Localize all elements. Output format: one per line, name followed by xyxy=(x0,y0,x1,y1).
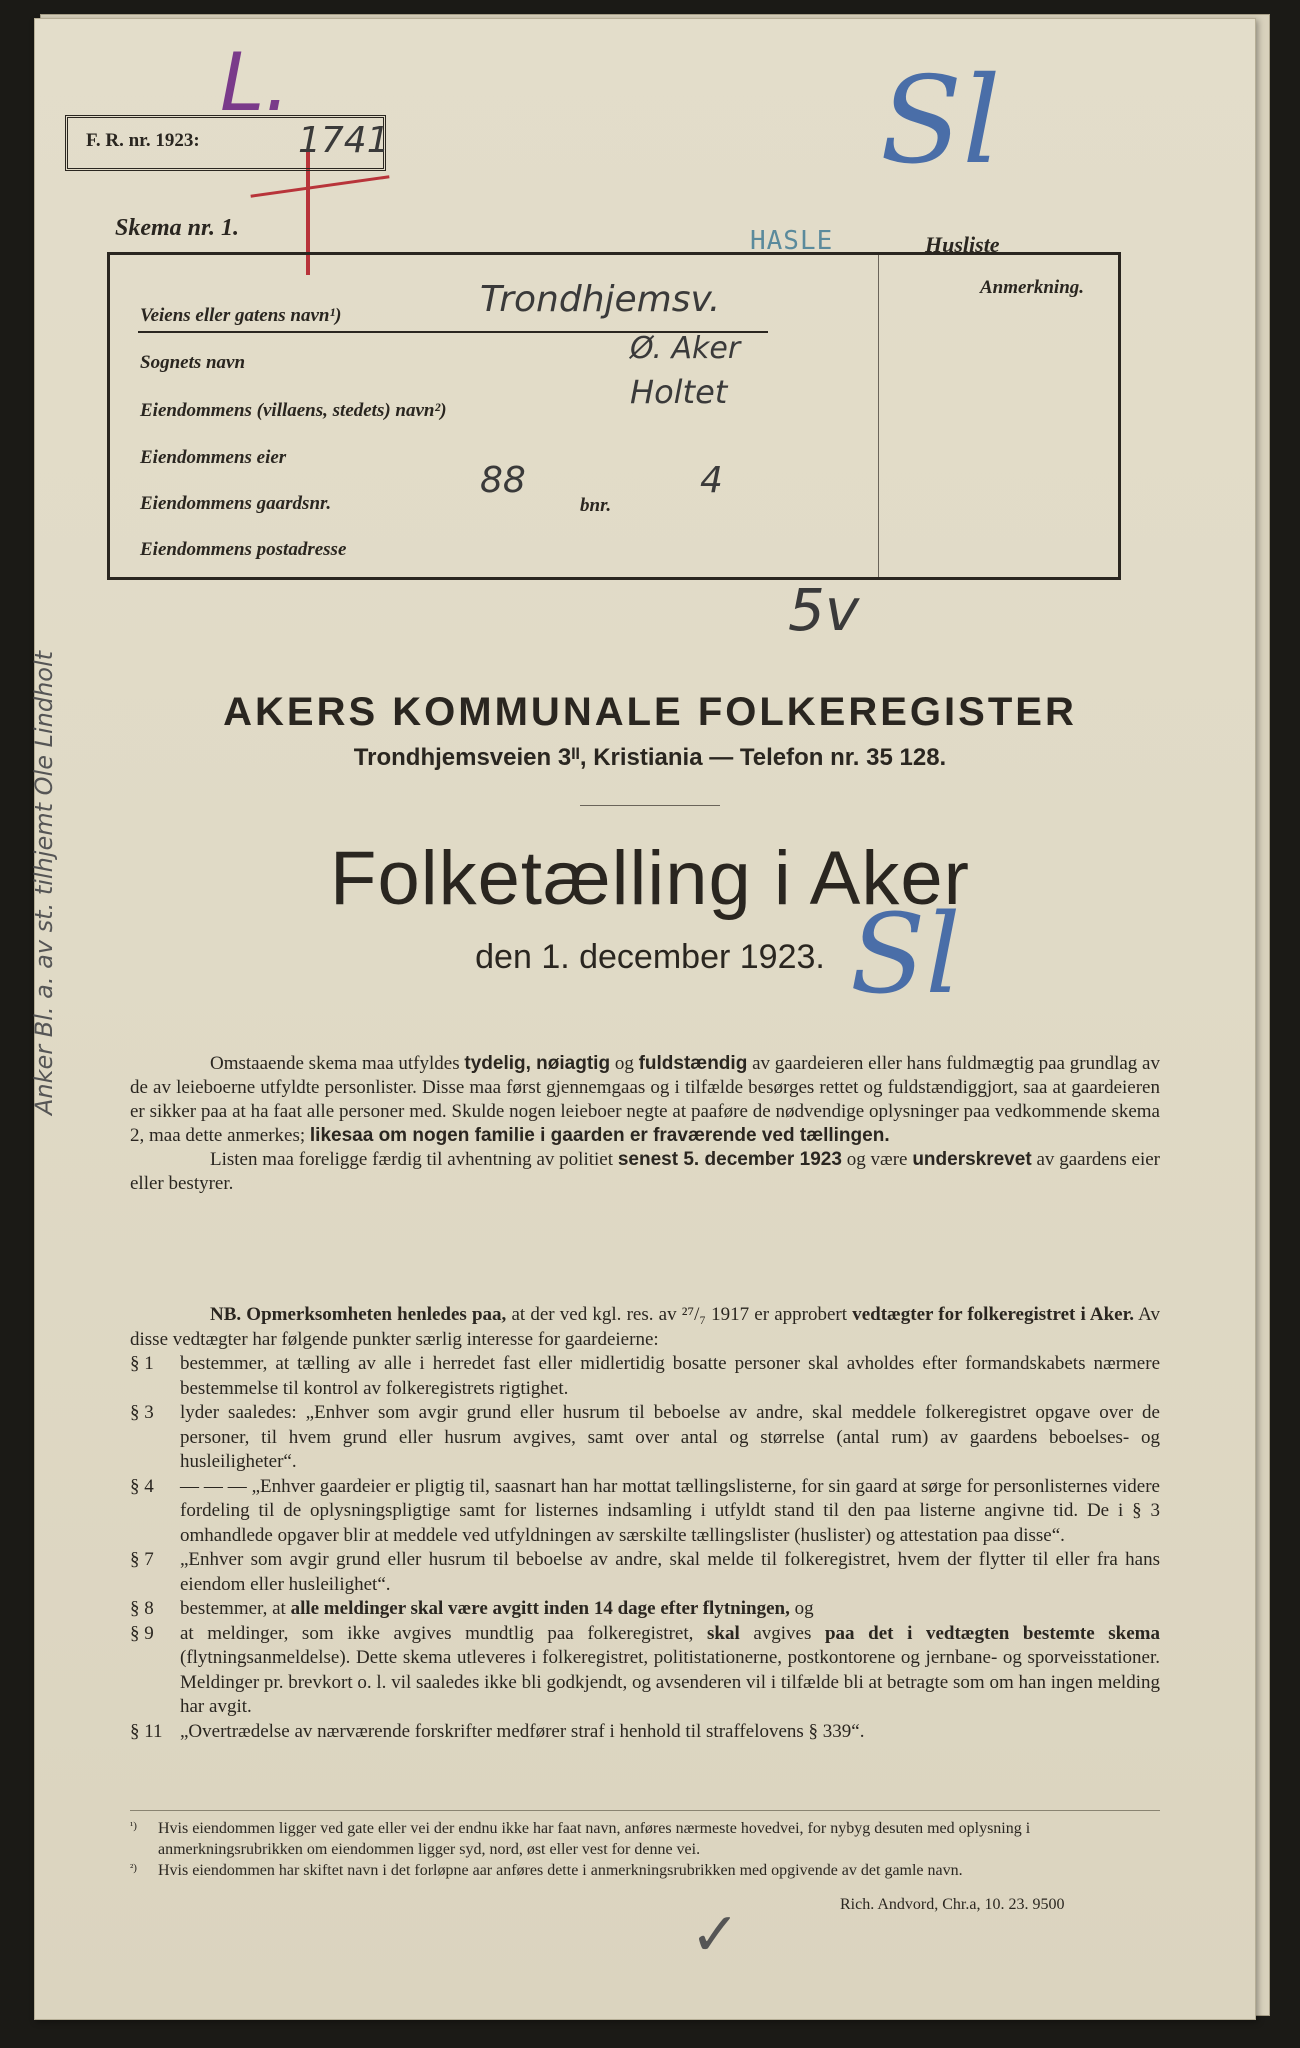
parish-value: Ø. Aker xyxy=(630,331,741,366)
intro-text: og xyxy=(610,1053,639,1074)
statute-mark: § 8 xyxy=(130,1598,154,1619)
statute-mark: § 3 xyxy=(130,1402,154,1423)
anmerkning-label: Anmerkning. xyxy=(980,277,1085,298)
intro-bold: tydelig, nøiagtig xyxy=(464,1053,611,1074)
hasle-stamp: HASLE xyxy=(750,226,834,256)
box-divider xyxy=(878,255,879,577)
statute-text: „Enhver som avgir grund eller husrum til beboelse av andre, skal melde til folkeregistret, hvem der flytter til eller fra hans eiendom eller husleilighet“. xyxy=(180,1549,1160,1595)
statute-3 xyxy=(130,1401,1160,1475)
statute-text: lyder saaledes: „Enhver som avgir grund eller husrum til beboelse av andre, skal meddele folkeregistret opgave over de personer, til hvem grund eller husrum avgives, samt over antal og størrelse (antal rum) av gaardens beboelses- og husleiligheter“. xyxy=(180,1402,1160,1472)
org-address: Trondhjemsveien 3ᴵᴵ, Kristiania — Telefon nr. 35 128. xyxy=(353,744,947,771)
statute-mark: § 11 xyxy=(130,1720,163,1742)
estate-value: Holtet xyxy=(630,373,728,411)
org-name: AKERS KOMMUNALE FOLKEREGISTER xyxy=(223,690,1077,734)
statute-mark: § 1 xyxy=(130,1353,154,1374)
nb-lead-bold: vedtægter for folkeregistret i Aker. xyxy=(852,1304,1135,1325)
intro-bold: senest 5. december 1923 xyxy=(617,1149,842,1170)
footnote-text: Hvis eiendommen ligger ved gate eller vei der endnu ikke har faat navn, anføres nærmeste hovedvei, for nybyg desuten med oplysning i anmerkningsrubrikken om eiendommen ligger syd, nord, øst eller vest for denne vei. xyxy=(158,1820,1031,1858)
margin-note: Anker Bl. a. av st. tilhjemt Ole Lindholt xyxy=(30,650,58,1115)
statute-text: — — — „Enhver gaardeier er pligtig til, saasnart han har mottat tællingslisterne, for sin gaard at sørge for personlisternes videre fordeling til de oplysningspligtige samt for listernes indsamling i utfyldt stand til den paa listerne angivne tid. De i § 3 omhandlede opgaver blir at meddele ved utfyldningen av særskilte tællingslister (huslister) og attestation paa disse“. xyxy=(180,1475,1160,1546)
nb-section xyxy=(130,1303,1160,1744)
statute-1 xyxy=(130,1352,1160,1401)
instructions xyxy=(130,1052,1160,1196)
owner-label: Eiendommens eier xyxy=(140,447,287,468)
intro-text: av gaardeieren eller hans fuldmægtig paa grundlag av de av leieboerne utfyldte personlister. Disse maa først gjennemgaas og i tilfælde besørges rettet og fuldstændiggjort, saa at gaardeieren er sikker paa at ha faat alle personer med. Skulde nogen leieboer negte at paaføre de nødvendige oplysninger paa vedkommende skema 2, maa dette anmerkes; xyxy=(130,1053,1160,1146)
statute-bold: alle meldinger skal være avgitt inden 14 dage efter flytningen, xyxy=(290,1598,790,1619)
intro-bold: fuldstændig xyxy=(638,1053,748,1074)
bnr-value: 4 xyxy=(700,460,723,501)
intro-text: Listen maa foreligge færdig til avhentning av politiet xyxy=(210,1149,618,1170)
statute-text: at meldinger, som ikke avgives mundtlig paa folkeregistret, xyxy=(180,1622,707,1644)
husliste-label: Husliste xyxy=(925,232,1000,257)
intro-text: og være xyxy=(841,1149,913,1170)
statute-text: (flytningsanmeldelse). Dette skema utleveres i folkeregistret, politistationerne, postkontorene og jernbane- og sporveisstationer. Meldinger pr. brevkort o. l. vil saaledes ikke bli godkjendt, og avsenderen vil i tilfælde bli at betragte som om han ingen melding har avgit. xyxy=(180,1647,1160,1717)
gaardsnr-label: Eiendommens gaardsnr. xyxy=(140,493,332,514)
fr-number-box xyxy=(65,115,390,171)
statute-text: bestemmer, at tælling av alle i herredet fast eller midlertidig bosatte personer skal avholdes efter formandskabets nærmere bestemmelse til kontrol av folkeregistrets rigtighet. xyxy=(180,1353,1160,1399)
estate-label: Eiendommens (villaens, stedets) navn²) xyxy=(140,400,447,421)
statute-mark: § 4 xyxy=(130,1475,154,1497)
fr-label: F. R. nr. 1923: xyxy=(86,130,200,151)
fr-value: 1741 xyxy=(298,120,390,161)
statute-bold: paa det i vedtægten bestemte skema xyxy=(824,1622,1160,1644)
bnr-label: bnr. xyxy=(580,495,612,516)
statute-text: bestemmer, at xyxy=(180,1598,291,1619)
footnotes xyxy=(130,1818,1160,1881)
handwritten-mark-l: L. xyxy=(220,36,290,129)
handwritten-number: 5v xyxy=(788,576,860,644)
divider-rule xyxy=(580,805,720,806)
nb-lead: at der ved kgl. res. av ²⁷/₇ 1917 er approbert xyxy=(506,1304,853,1325)
nb-lead-bold: NB. Opmerksomheten henledes paa, xyxy=(210,1304,507,1325)
nb-lead: Av disse vedtægter har følgende punkter særlig interesse for gaardeierne: xyxy=(130,1304,1160,1350)
skema-number: Skema nr. 1. xyxy=(115,215,240,241)
gaardsnr-value: 88 xyxy=(480,460,526,501)
statute-text: „Overtrædelse av nærværende forskrifter medfører straf i henhold til straffelovens § 339“. xyxy=(180,1720,865,1742)
intro-text: av gaardens eier eller bestyrer. xyxy=(130,1149,1161,1194)
signature-top: Sl xyxy=(880,52,1001,191)
parish-label: Sognets navn xyxy=(140,352,246,373)
footnote-mark: ¹) xyxy=(130,1820,137,1832)
statute-mark: § 9 xyxy=(130,1622,154,1644)
page-title: Folketælling i Aker xyxy=(330,836,970,921)
statute-text: og xyxy=(789,1598,814,1619)
statute-11 xyxy=(130,1720,1160,1745)
intro-bold: underskrevet xyxy=(912,1149,1032,1170)
footnote-mark: ²) xyxy=(130,1862,137,1874)
printer-imprint: Rich. Andvord, Chr.a, 10. 23. 9500 xyxy=(840,1896,1065,1913)
statute-bold: skal xyxy=(706,1622,740,1644)
checkmark-icon: ✓ xyxy=(690,1900,741,1970)
footnote-text: Hvis eiendommen har skiftet navn i det forløpne aar anføres dette i anmerkningsrubrikken med opgivende av det gamle navn. xyxy=(158,1862,963,1879)
property-info-box xyxy=(107,252,1121,580)
postadresse-label: Eiendommens postadresse xyxy=(140,539,347,560)
intro-bold: likesaa om nogen familie i gaarden er fraværende ved tællingen. xyxy=(309,1125,890,1146)
statute-text: avgives xyxy=(739,1622,825,1644)
statute-9 xyxy=(130,1622,1160,1720)
census-date: den 1. december 1923. xyxy=(475,938,825,976)
street-label: Veiens eller gatens navn¹) xyxy=(140,305,342,326)
statute-7 xyxy=(130,1548,1160,1597)
statute-4 xyxy=(130,1475,1160,1549)
statute-mark: § 7 xyxy=(130,1549,154,1570)
statute-8 xyxy=(130,1597,1160,1622)
footnote-divider xyxy=(130,1810,1160,1811)
signature-date: Sl xyxy=(850,890,961,1018)
intro-text: Omstaaende skema maa utfyldes xyxy=(210,1053,465,1074)
street-value: Trondhjemsv. xyxy=(480,279,721,320)
